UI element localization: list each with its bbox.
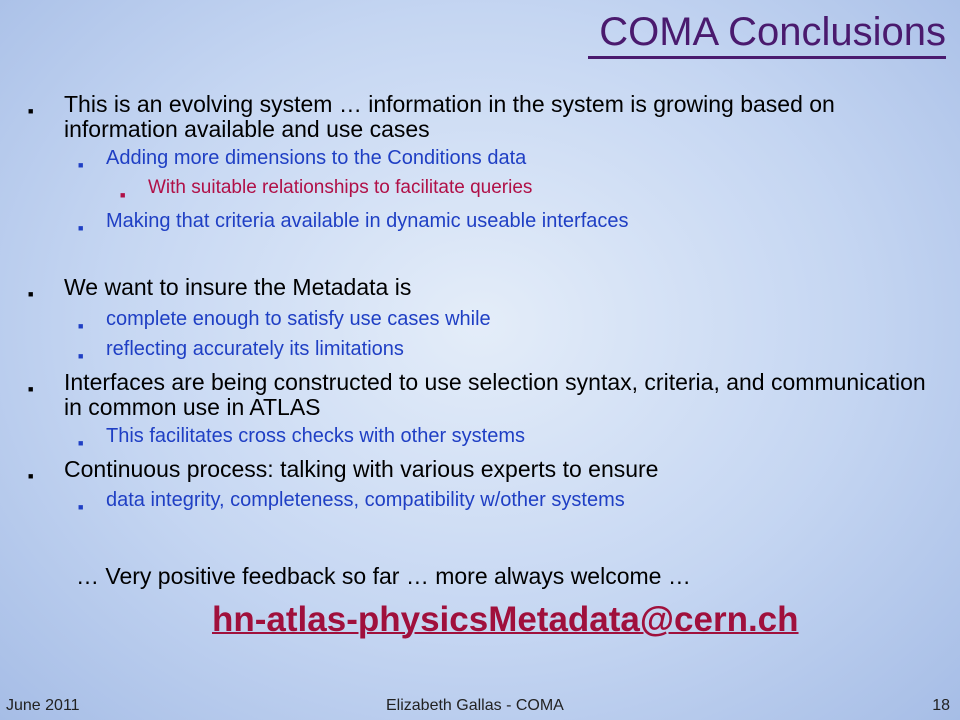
bullet-marker-icon: ■ <box>28 106 34 116</box>
footer-page-number: 18 <box>932 697 950 714</box>
bullet-marker-icon: ■ <box>78 438 84 448</box>
bullet-marker-icon: ■ <box>78 502 84 512</box>
bullet-item <box>28 92 943 142</box>
bullet-item <box>28 370 943 420</box>
bullet-text: data integrity, completeness, compatibility w/other systems <box>106 489 625 511</box>
bullet-item <box>28 337 943 361</box>
bullet-item <box>28 307 943 331</box>
bullet-item <box>28 457 943 482</box>
closing-remark: … Very positive feedback so far … more always welcome … <box>76 563 691 589</box>
bullet-text: Adding more dimensions to the Conditions data <box>106 147 527 169</box>
bullet-marker-icon: ■ <box>78 351 84 361</box>
bullet-marker-icon: ■ <box>78 160 84 170</box>
bullet-marker-icon: ■ <box>78 321 84 331</box>
bullet-marker-icon: ■ <box>78 223 84 233</box>
bullet-item <box>28 209 943 233</box>
bullet-text: reflecting accurately its limitations <box>106 338 404 360</box>
bullet-text: Interfaces are being constructed to use selection syntax, criteria, and communication in common use in ATLAS <box>64 369 926 420</box>
bullet-list <box>28 92 943 512</box>
bullet-item <box>28 424 943 448</box>
bullet-text: Making that criteria available in dynamic useable interfaces <box>106 210 629 232</box>
bullet-item <box>28 275 943 300</box>
bullet-text: This is an evolving system … information in the system is growing based on information available and use cases <box>64 91 835 142</box>
bullet-item <box>28 488 943 512</box>
contact-email-link[interactable]: hn-atlas-physicsMetadata@cern.ch <box>212 600 799 639</box>
bullet-item <box>28 146 943 170</box>
bullet-marker-icon: ■ <box>28 471 34 481</box>
bullet-marker-icon: ■ <box>28 289 34 299</box>
footer-author: Elizabeth Gallas - COMA <box>386 697 564 714</box>
bullet-item <box>28 176 943 200</box>
bullet-text: complete enough to satisfy use cases while <box>106 308 491 330</box>
bullet-text: With suitable relationships to facilitate queries <box>148 177 533 198</box>
bullet-text: We want to insure the Metadata is <box>64 274 412 300</box>
bullet-text: This facilitates cross checks with other systems <box>106 425 526 447</box>
footer-date: June 2011 <box>6 697 80 714</box>
bullet-marker-icon: ■ <box>28 384 34 394</box>
bullet-marker-icon: ■ <box>120 190 126 200</box>
slide-title: COMA Conclusions <box>588 10 946 59</box>
bullet-text: Continuous process: talking with various experts to ensure <box>64 456 659 482</box>
